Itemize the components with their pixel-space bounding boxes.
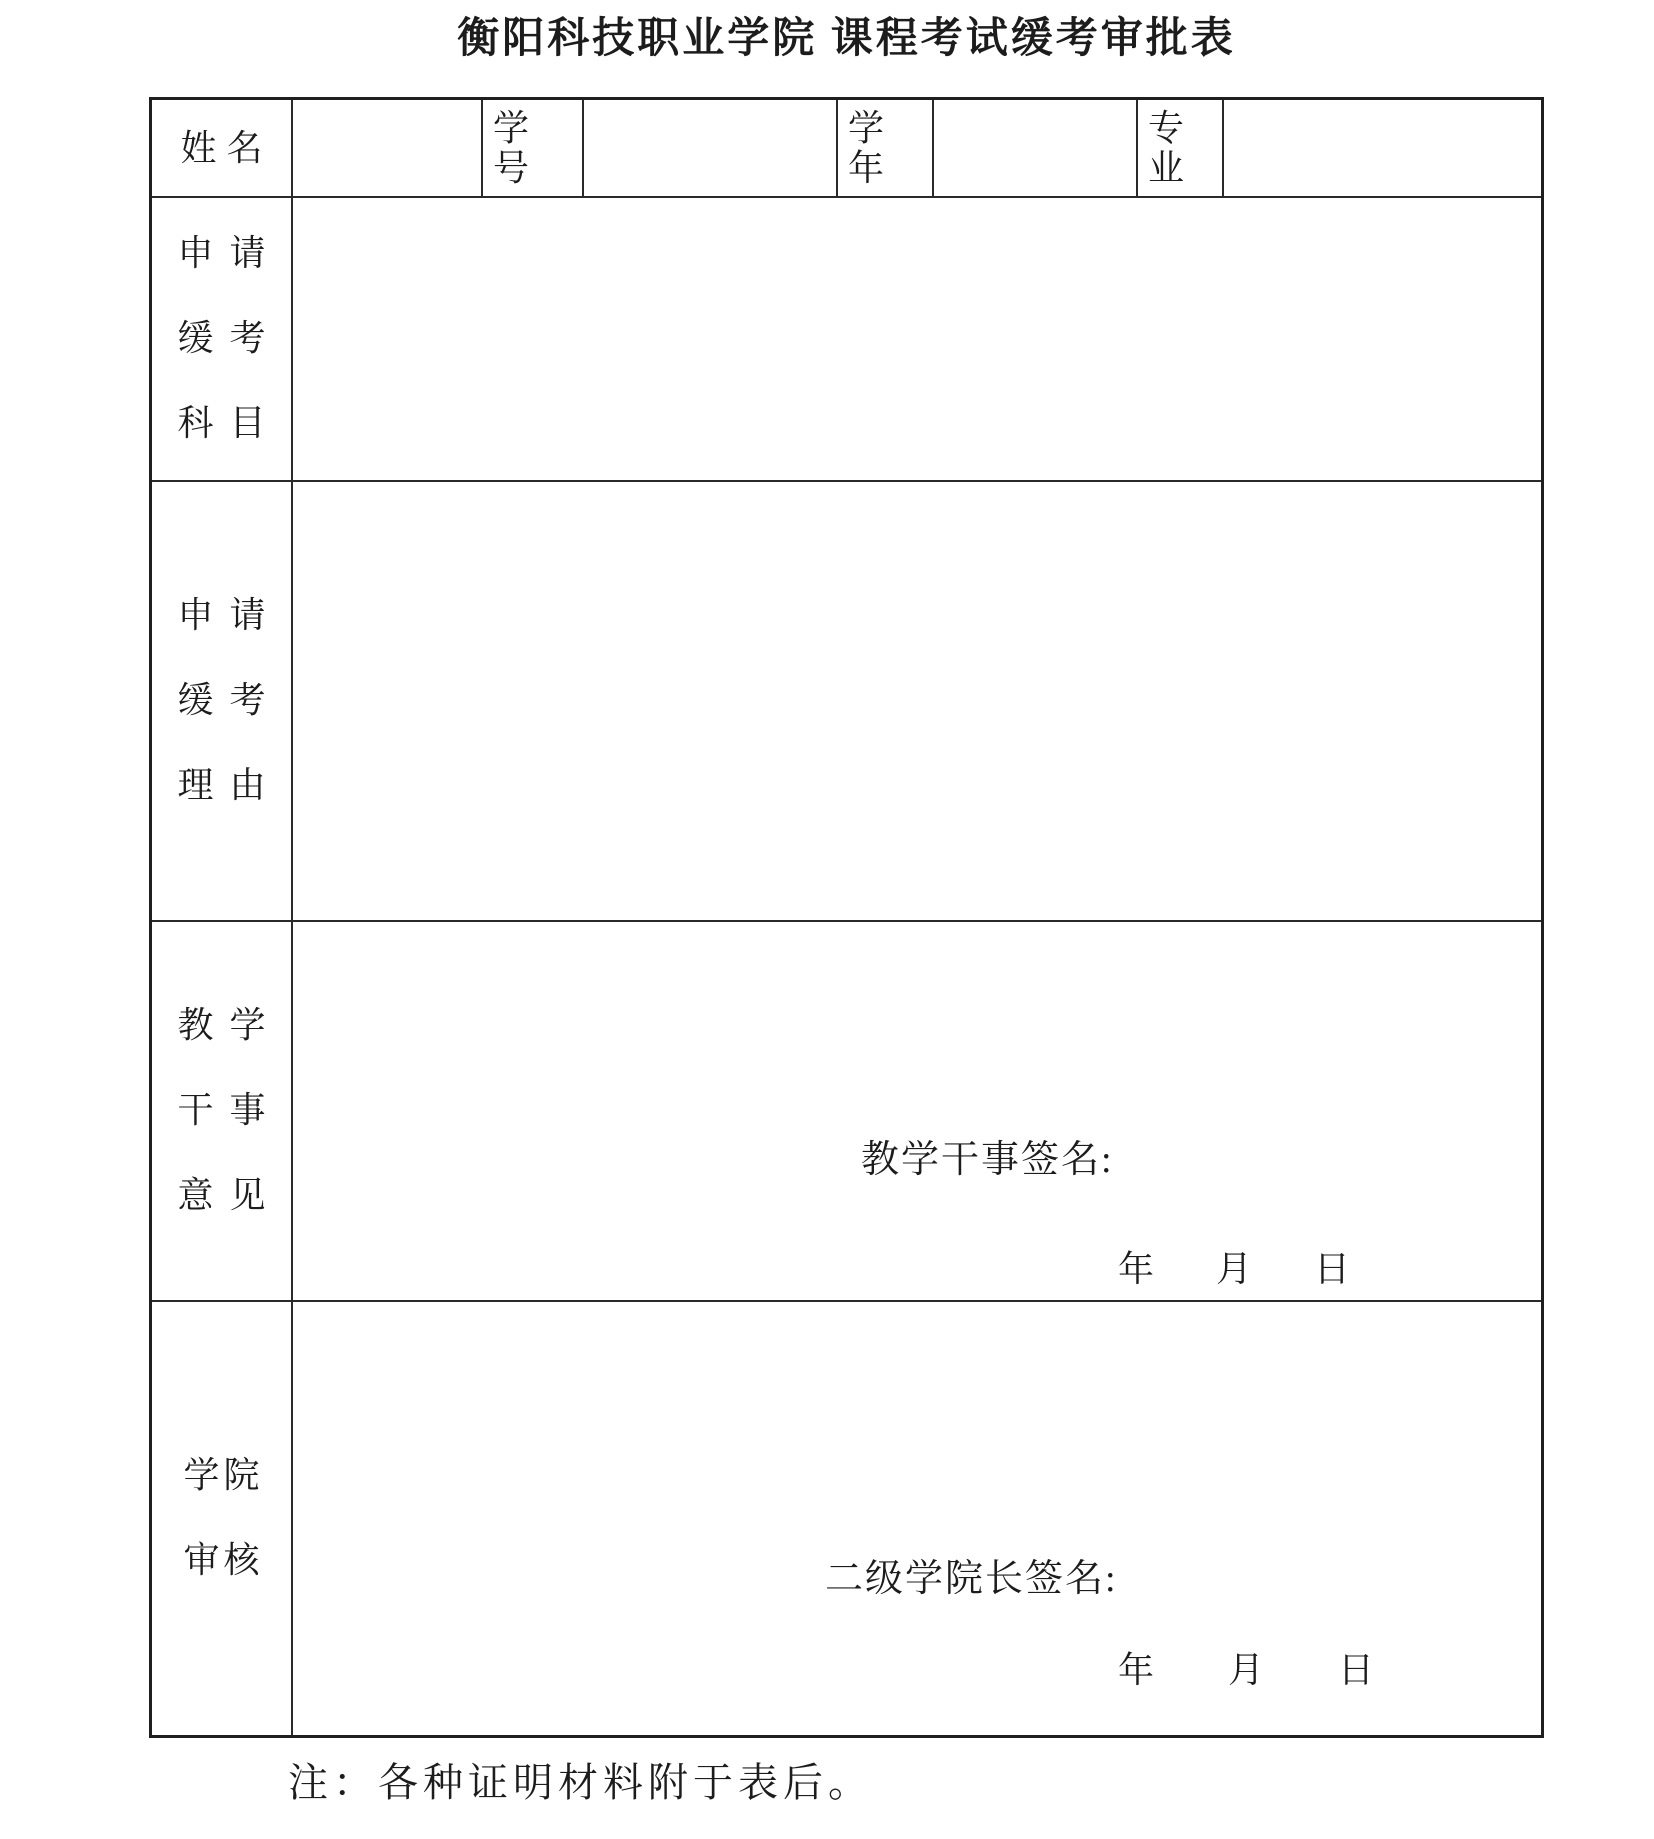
page-title: 衡阳科技职业学院 课程考试缓考审批表	[457, 16, 1236, 62]
college-review-date-day: 日	[1338, 1650, 1375, 1690]
approval-table	[149, 97, 1544, 1738]
student-id-label: 学号	[493, 108, 540, 188]
name-label: 姓名	[180, 128, 273, 168]
teaching-officer-date-day: 日	[1314, 1249, 1351, 1289]
college-review-date-line	[1118, 1652, 1374, 1688]
college-review-date-year: 年	[1118, 1650, 1155, 1690]
college-review-label-line1: 学院	[183, 1454, 264, 1495]
teaching-officer-date-month: 月	[1216, 1249, 1253, 1289]
deferred-reason-label-line3: 理由	[177, 764, 282, 805]
note-text: 注：各种证明材料附于表后。	[288, 1760, 873, 1805]
teaching-officer-date-line	[1118, 1251, 1350, 1287]
school-year-value-cell[interactable]	[934, 100, 1136, 196]
teaching-officer-label-line1: 教学	[177, 1004, 282, 1045]
deferred-subject-label-line3: 科目	[177, 402, 282, 443]
major-value-cell[interactable]	[1224, 100, 1541, 196]
teaching-officer-label-line3: 意见	[177, 1174, 282, 1215]
table-gridline-row4-bottom	[152, 1300, 1541, 1302]
deferred-subject-label	[152, 196, 291, 480]
deferred-reason-content-cell[interactable]	[293, 482, 1541, 918]
teaching-officer-date-year: 年	[1118, 1249, 1155, 1289]
student-id-value-cell[interactable]	[584, 100, 836, 196]
name-value-cell[interactable]	[293, 100, 481, 196]
school-year-label: 学年	[848, 108, 895, 188]
deferred-subject-label-line2: 缓考	[177, 317, 282, 358]
major-label: 专业	[1148, 108, 1195, 188]
deferred-reason-label	[152, 480, 291, 920]
teaching-officer-signature-label: 教学干事签名:	[861, 1139, 1114, 1181]
teaching-officer-label	[152, 920, 291, 1300]
deferred-subject-content-cell[interactable]	[293, 198, 1541, 478]
deferred-reason-label-line2: 缓考	[177, 679, 282, 720]
deferred-subject-label-line1: 申请	[177, 232, 282, 273]
college-review-label-line2: 审核	[183, 1539, 264, 1580]
teaching-officer-label-line2: 干事	[177, 1089, 282, 1130]
college-review-date-month: 月	[1228, 1650, 1265, 1690]
deferred-reason-label-line1: 申请	[177, 594, 282, 635]
table-gridline-row3-bottom	[152, 920, 1541, 922]
college-dean-signature-label: 二级学院长签名:	[825, 1558, 1118, 1600]
college-review-label	[152, 1300, 291, 1735]
